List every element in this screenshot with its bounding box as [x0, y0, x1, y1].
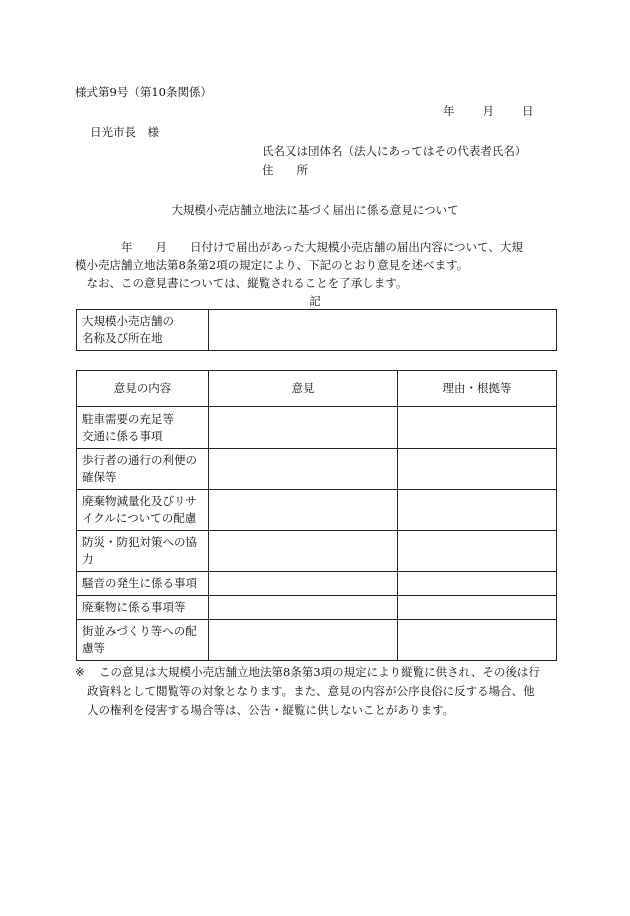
row-subject-line-2: イクルについての配慮: [82, 511, 197, 525]
table-row: [77, 407, 557, 449]
opinion-cell[interactable]: [209, 620, 398, 661]
footnote: [75, 663, 565, 720]
row-subject: [77, 596, 209, 620]
row-subject-line-1: 歩行者の通行の利便の: [82, 453, 197, 467]
row-subject-line-2: 力: [82, 552, 94, 566]
body-line-2: 模小売店舗立地法第8条第2項の規定により、下記のとおり意見を述べます。: [75, 258, 469, 272]
record-mark: 記: [309, 294, 321, 308]
store-info-table: [76, 309, 557, 351]
reason-cell[interactable]: [398, 490, 557, 531]
applicant-name-label: 氏名又は団体名（法人にあってはその代表者氏名）: [262, 144, 527, 158]
body-text: [75, 238, 560, 292]
reason-cell[interactable]: [398, 596, 557, 620]
table-row: [77, 490, 557, 531]
header-reason: 理由・根拠等: [398, 371, 557, 407]
body-line-1: 年 月 日付けで届出があった大規模小売店舗の届出内容について、大規: [75, 240, 523, 254]
row-subject-line-1: 騒音の発生に係る事項: [82, 576, 197, 590]
row-subject: [77, 449, 209, 490]
row-subject: [77, 490, 209, 531]
table-row: [77, 449, 557, 490]
row-subject-line-1: 防災・防犯対策への協: [82, 535, 197, 549]
date-day: 日: [522, 104, 534, 118]
row-subject-line-2: 交通に係る事項: [82, 428, 163, 443]
date-month: 月: [482, 104, 494, 118]
table-row: [77, 572, 557, 596]
table-row: [77, 531, 557, 572]
footnote-line-1: この意見は大規模小売店舗立地法第8条第3項の規定により縦覧に供され、その後は行: [99, 665, 540, 679]
body-line-3: なお、この意見書については、縦覧されることを了承します。: [75, 276, 408, 290]
applicant-address-label: 住 所: [262, 163, 308, 177]
opinion-cell[interactable]: [209, 449, 398, 490]
opinion-cell[interactable]: [209, 572, 398, 596]
form-number: 様式第9号（第10条関係）: [75, 85, 212, 99]
row-subject: [77, 572, 209, 596]
opinion-cell[interactable]: [209, 407, 398, 449]
row-subject-line-2: 確保等: [82, 470, 117, 484]
row-subject-line-1: 廃棄物に係る事項等: [82, 600, 186, 614]
addressee: 日光市長 様: [90, 125, 159, 139]
reason-cell[interactable]: [398, 531, 557, 572]
store-name-location-field[interactable]: [209, 310, 557, 351]
opinion-cell[interactable]: [209, 490, 398, 531]
opinion-table: [76, 370, 557, 661]
row-subject: [77, 531, 209, 572]
document-title: 大規模小売店舗立地法に基づく届出に係る意見について: [171, 203, 459, 217]
table-row: [77, 620, 557, 661]
table-row: [77, 596, 557, 620]
footnote-line-3: 人の権利を侵害する場合等は、公告・縦覧に供しないことがあります。: [87, 703, 455, 717]
store-name-location-label: [77, 310, 209, 351]
store-label-line-1: 大規模小売店舗の: [82, 314, 174, 328]
date-year: 年: [443, 104, 455, 118]
header-opinion: 意見: [209, 371, 398, 407]
footnote-line-2: 政資料として閲覧等の対象となります。また、意見の内容が公序良俗に反する場合、他: [87, 684, 535, 698]
row-subject-line-1: 駐車需要の充足等: [82, 411, 174, 426]
opinion-cell[interactable]: [209, 531, 398, 572]
row-subject: [77, 620, 209, 661]
row-subject-line-1: 廃棄物減量化及びリサ: [82, 494, 197, 508]
reason-cell[interactable]: [398, 407, 557, 449]
store-label-line-2: 名称及び所在地: [82, 331, 163, 345]
reason-cell[interactable]: [398, 572, 557, 596]
footnote-mark: ※: [75, 665, 85, 679]
header-opinion-subject: 意見の内容: [77, 371, 209, 407]
reason-cell[interactable]: [398, 620, 557, 661]
row-subject-line-1: 街並みづくり等への配: [82, 624, 197, 638]
row-subject: [77, 407, 209, 449]
date-line: [443, 103, 534, 119]
opinion-cell[interactable]: [209, 596, 398, 620]
reason-cell[interactable]: [398, 449, 557, 490]
row-subject-line-2: 慮等: [82, 641, 105, 655]
